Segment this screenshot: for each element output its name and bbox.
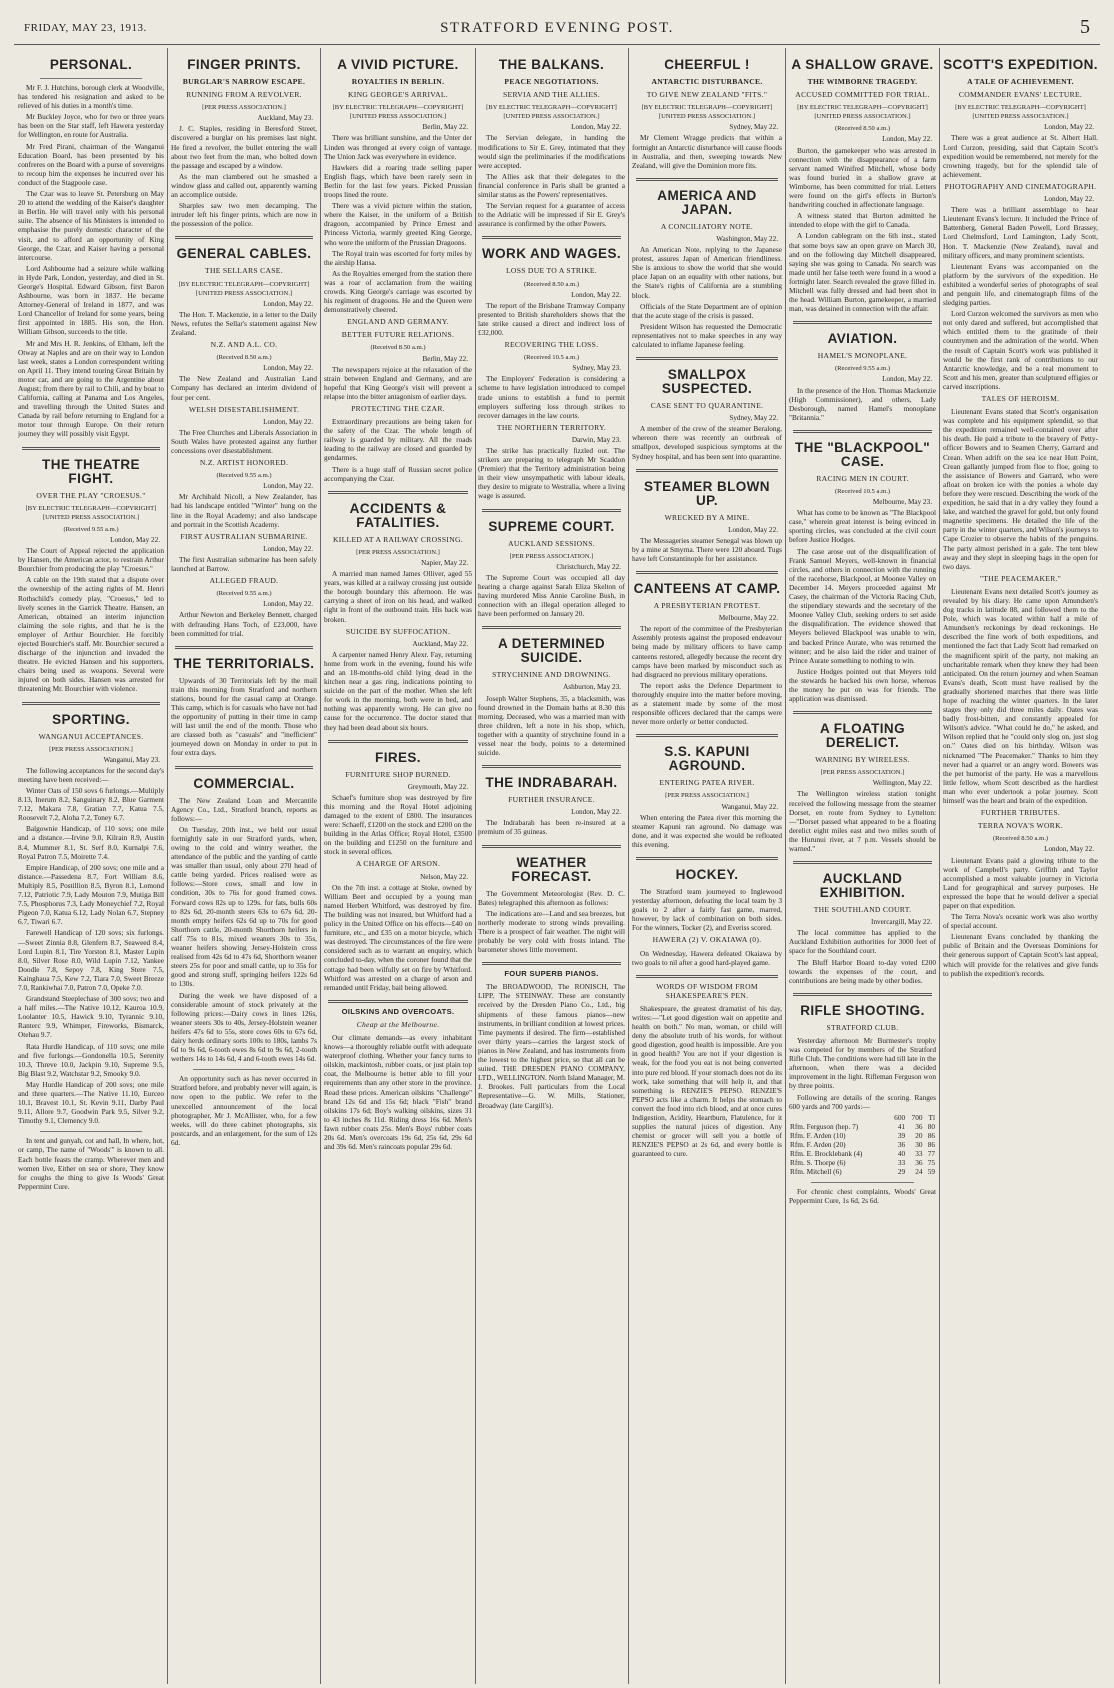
article-paragraph: The local committee has applied to the Auckland Exhibition authorities for 3000 feet of space for the Southland court.	[789, 928, 936, 956]
subheading: ANTARCTIC DISTURBANCE.	[651, 77, 763, 86]
column-5	[632, 50, 782, 1684]
article-paragraph: Empire Handicap, of 200 sovs; one mile and a distance.—Passedena 8.7, Fort William 8.6, Multiply 8.5, Postillion 8.5, Byron 8.1, Lomond 7.12, Patriotic 7.9, Lady Mouton 7.9, Mutiga Bill 7.5, Phosphorus 7.3, Lady Moneychief 7.2, Royal Pigeon 7.0, Katua 6.12, Lady Nolan 6.7, Stepney 6.7, Tiwari 6.7.	[18, 862, 164, 927]
received-time: (Received 9.55 a.m.)	[216, 590, 272, 598]
dateline: London, May 22.	[263, 600, 313, 609]
dateline: London, May 22.	[263, 544, 313, 553]
advert-subheading: Cheap at the Melbourne.	[356, 1019, 440, 1029]
subheading: WELSH DISESTABLISHMENT.	[188, 404, 300, 414]
article-paragraph: There was a brilliant assemblage to hear Lieutenant Evans's lecture. It included the Prince of Battenberg, General Baden Powell, Lord Brassey, Lord Chelmsford, Lord Lamington, Lady Scott, Hon. T. Mackenzie (New Zealand), naval and military officers, and many prominent scientists.	[943, 205, 1098, 260]
received-time: (Received 9.55 a.m.)	[834, 365, 891, 373]
wire-credit: [PER PRESS ASSOCIATION.]	[665, 792, 749, 800]
article-paragraph: On Tuesday, 20th inst., we held our usual fortnightly sale in our Stratford yards, when, owing to the cold and wintry weather, the attendance of the public and the yarding of cattle was smaller than usual, only about 270 head of cattle being yarded. Prices realised were as follows:—Store cows, small and low in condition, 30s to 76s for good framed cows. Forward cows 82s up to 129s. for fats, bulls 60s to 82s 6d, 20-month steers 63s to 67s 6d, 20-month empty heifers 62s 6d up to 70s for good Shorthorn cattle, 20-month Shorthorn heifers in calf 75s to 81s, mixed weaners 30s to 35s, weaner heifers showing Jersey-Holstein cross realised from 42s 6d to 47s 6d, Shorthorn weaner steers 25s for poor and small cattle, up to 35s for good and strong stuff, springing heifers 122s 6d to 130s.	[171, 824, 317, 989]
article-paragraph: Rata Hurdle Handicap, of 110 sovs; one mile and five furlongs.—Gondonella 10.5, Serenity 10.3, Threve 10.0, Jackpin 9.10, Supreme 9.5, Big Blast 9.2, Watchstar 9.2, Smooky 9.0.	[18, 1041, 164, 1078]
headline-blackpool-case: THE "BLACKPOOL" CASE.	[794, 439, 931, 469]
dateline: London, May 22.	[1044, 845, 1094, 854]
article-paragraph: The report of the Brisbane Tramway Company presented to British shareholders shows that the late strike caused a direct and indirect loss of £32,000.	[478, 300, 625, 337]
headline-determined-suicide: A DETERMINED SUICIDE.	[497, 636, 606, 666]
advert-paragraph: Shakespeare, the greatest dramatist of his day, writes:—"Let good digestion wait on appetite and health on both." No man, woman, or child will deny the absolute truth of his words, for without good digestion, good health is impossible. Are you in good health? You are not if your digestion is weak, for the food you eat is not being converted into pure red blood. If your stomach does not do its work, take something that will help it, and that something is RENZIE'S PEPSO. RENZIE'S PEPSO acts like a charm. It helps the stomach to convert the food into rich blood, and at once cures Indigestion, Acidity, Heartburn, Flatulence, for it supplies the natural juices of digestion. Any chemist or grocer will sell you a bottle of RENZIE'S PEPSO at 2s 6d, and every bottle is guaranteed to cure.	[632, 1003, 782, 1159]
divider	[40, 78, 142, 79]
dateline: London, May 22.	[263, 482, 313, 491]
article-paragraph: The Government Meteorologist (Rev. D. C. Bates) telegraphed this afternoon as follows:	[478, 888, 625, 907]
headline-shallow-grave: A SHALLOW GRAVE.	[791, 57, 934, 72]
subheading: WANGANUI ACCEPTANCES.	[38, 731, 144, 741]
article-paragraph: Following are details of the scoring. Ranges 600 yards and 700 yards:—	[789, 1092, 936, 1111]
divider	[793, 993, 932, 996]
article-paragraph: An American Note, replying to the Japanese protest, assures Japan of American friendliness. She is anxious to show the world that she would place Japan on an equality with other nations, but the State's rights of California are a stumbling block.	[632, 245, 782, 300]
divider	[811, 1182, 914, 1183]
column-rule	[167, 48, 168, 1684]
article-paragraph: The Employers' Federation is considering a scheme to have legislation introduced to compel trade unions to establish a fund to permit employers suffering loss through strikes to recover damages in the law courts.	[478, 374, 625, 420]
headline-finger-prints: FINGER PRINTS.	[187, 57, 301, 72]
dateline: London, May 22.	[571, 123, 621, 132]
received-time: (Received 10.5 a.m.)	[834, 488, 891, 495]
headline-vivid-picture: A VIVID PICTURE.	[337, 57, 459, 72]
dateline: London, May 22.	[263, 417, 313, 426]
article-paragraph: Mr F. J. Hutchins, borough clerk at Woodville, has tendered his resignation and asked to be relieved of his duties in a month's time.	[18, 83, 164, 111]
subheading: FIRST AUSTRALIAN SUBMARINE.	[180, 531, 308, 541]
divider	[636, 857, 778, 860]
divider	[175, 646, 313, 649]
headline-hockey: HOCKEY.	[675, 866, 739, 882]
article-paragraph: The Terra Nova's oceanic work was also worthy of special account.	[943, 912, 1098, 931]
score-table	[789, 1113, 936, 1176]
headline-personal: PERSONAL.	[49, 57, 133, 72]
subheading: PHOTOGRAPHY AND CINEMATOGRAPH.	[944, 181, 1097, 191]
subheading: HAWERA (2) V. OKAIAWA (0).	[652, 935, 762, 945]
subheading: ENGLAND AND GERMANY.	[347, 317, 449, 327]
divider	[482, 626, 621, 629]
subheading: A CHARGE OF ARSON.	[355, 859, 441, 869]
article-paragraph: The indications are—Land and sea breezes, but northerly moderate to strong winds prevailing. There is a prospect of fair weather. The night will probably be very cold with frosts inland. The barometer shows little movement.	[478, 908, 625, 955]
subheading: FURTHER TRIBUTES.	[980, 808, 1061, 818]
article-paragraph: The first Australian submarine has been safely launched at Barrow.	[171, 554, 317, 574]
subheading: STRYCHNINE AND DROWNING.	[492, 670, 611, 680]
article-paragraph: The Czar was to leave St. Petersburg on May 20 to attend the wedding of the Kaiser's daughter in Berlin. He will travel only with his personal suite. The absence of his Ministers is intended to emphasise the purely domestic character of the visit, and to afford an opportunity of King George, the Czar, and Kaiser having a personal intercourse.	[18, 189, 164, 262]
article-paragraph: Upwards of 30 Territorials left by the mail train this morning from Stratford and northern stations, bound for the casual camp at Orange. This camp, which is for casuals who have not had the opportunity of putting in their time in camp will last until the end of the month. Those who are classed both as "casuals" and "inefficient" journeyed down on Monday in order to put in four extra days.	[171, 675, 317, 758]
advert-paragraph: For chronic chest complaints, Woods' Great Peppermint Cure, 1s 6d, 2s 6d.	[789, 1186, 936, 1205]
subheading: WRECKED BY A MINE.	[664, 512, 750, 522]
article-paragraph: The Messageries steamer Senegal was blown up by a mine at Smyrna. There were 120 aboard. Tugs have left Constantinople for her assistance.	[632, 535, 782, 563]
article-paragraph: Lieutenant Evans next detailed Scott's journey as revealed by his diary. He came upon Amundsen's dog tracks in latitude 88, and followed them to the Pole, which was located within half a mile of Amundsen's reckonings by dead reckonings. He described the fine work of both expeditions, and mentioned the fact that Lady Scott had remarked on the magnificent spirit of the party, not making an uncharitable remark when they knew they had been anticipated. On the return journey and when Seaman Evans's death, Scott must have realised by the gradually shortened marches that there was little hope of reaching the winter quarters. In the later stages they only did three miles daily. Oates was badly frost-bitten, and constantly appealed for Wilson's advice. "What could he do," he asked, and Wilson replied that he "could only slog on, just slog on." Oates died on his birthday. Wilson was nicknamed "The Peacemaker." Thanks to him they never had a quarrel or an angry word. Bowers was the pet humorist of the party. He was a marvellous little fellow, whom Scott described as the hardiest man who ever undertook a polar journey. Scott himself was the heart and brain of the expedition.	[943, 586, 1098, 806]
article-paragraph: Balgownie Handicap, of 110 sovs; one mile and a distance.—Irvine 9.0, Kilrain 8.9, Austin 8.4, Mummer 8.1, St. Serf 8.0, Kurnalpi 7.6, Royal Patron 7.5, Moirette 7.4.	[18, 824, 164, 861]
article-paragraph: The Allies ask that their delegates to the financial conference in Paris shall be granted a similar status as the Powers' representatives.	[478, 171, 625, 200]
wire-credit: [BY ELECTRIC TELEGRAPH—COPYRIGHT] [UNITED PRESS ASSOCIATION.]	[332, 104, 464, 121]
dateline: Sydney, May 22.	[729, 123, 778, 132]
article-paragraph: A London cablegram on the 6th inst., stated that some boys saw an open grave on March 30, and on the following day Mitchell disappeared, saying she was going to Canada. No search was made until her false teeth were found in a wood a fortnight later. Search revealed the grave filled in. Mitchell was fully dressed and had been shot in the head. William Burton, gamekeeper, a married man, was detained in connection with the affair.	[789, 231, 936, 314]
article-paragraph: Lieutenant Evans concluded by thanking the public of Britain and the Overseas Dominions for their generous support of Captain Scott's last appeal, which will provide for the relatives and give funds to publish the expedition's records.	[943, 932, 1098, 978]
score-row: Rfm. E. Brocklebank (4) 40 33 77	[790, 1148, 935, 1158]
received-time: (Received 9.55 a.m.)	[216, 472, 272, 480]
dateline: Wanganui, May 23.	[103, 755, 160, 764]
subheading: FURNITURE SHOP BURNED.	[345, 769, 451, 779]
dateline: Washington, May 22.	[716, 234, 778, 243]
subheading: N.Z. AND A.L. CO.	[210, 340, 278, 350]
subheading: THE NORTHERN TERRITORY.	[496, 422, 607, 432]
issue-date: FRIDAY, MAY 23, 1913.	[24, 22, 147, 34]
headline-auckland-exhibition: AUCKLAND EXHIBITION.	[819, 871, 906, 901]
article-paragraph: During the week we have disposed of a considerable amount of stock privately at the following prices:—Dairy cows in lines 126s, weaner steers 30s to 40s, Jersey-Holstein weaner heifers 47s 6d to 55s, store cows 60s to 67s 6d, dairy herds ordinary sorts 100s to 180s, lambs 7s 6d to 9s 6d, 6-tooth ewes 8s 6d to 9s 6d, 2-tooth wethers 14s to 14s 6d, 4 and 6-tooth ewes 14s 6d.	[171, 990, 317, 1064]
article-paragraph: J. C. Staples, residing in Beresford Street, discovered a burglar on his premises last night. He fired a revolver, the bullet entering the wall about two feet from the man, who bolted down the passage and escaped by a window.	[171, 124, 317, 170]
dateline: Auckland, May 22.	[412, 639, 468, 648]
wire-credit: [BY ELECTRIC TELEGRAPH—COPYRIGHT] [UNITED PRESS ASSOCIATION.]	[797, 104, 928, 121]
dateline: London, May 22.	[882, 375, 932, 384]
subheading: WARNING BY WIRELESS.	[815, 755, 910, 765]
headline-commercial: COMMERCIAL.	[193, 775, 295, 791]
subheading: AUCKLAND SESSIONS.	[508, 538, 595, 548]
article-paragraph: Mr Fred Pirani, chairman of the Wanganui Education Board, has been presented by his confreres on the Board with a purse of sovereigns to recoup him the expenses he incurred over his conduct of the Stagpoole case.	[18, 141, 164, 187]
score-row: Rfm. F. Arden (10) 39 20 86	[790, 1130, 935, 1140]
advert-paragraph: An opportunity such as has never occurred in Stratford before, and probably never will again, is now open to the public. We refer to the unexcelled announcement of the local photographer, Mr J. McAllister, who, for a few weeks, will do three cabinet photographs, six postcards, and an enlargement, for the sum of 12s 6d.	[171, 1074, 317, 1147]
divider	[22, 702, 160, 705]
subheading: SERVIA AND THE ALLIES.	[503, 90, 600, 100]
article-paragraph: Lieutenant Evans paid a glowing tribute to the work of Campbell's party. Griffith and Taylor accomplished a most valuable journey in Victoria Land for geographical and survey purposes. He expressed the hope that he would deliver a special paper on that expedition.	[943, 855, 1098, 910]
divider	[482, 962, 621, 965]
score-row: Rfm. S. Thorpe (6) 33 36 75	[790, 1157, 935, 1167]
headline-supreme-court: SUPREME COURT.	[488, 518, 615, 534]
headline-america-japan: AMERICA AND JAPAN.	[657, 187, 757, 217]
divider	[482, 765, 621, 768]
headline-general-cables: GENERAL CABLES.	[176, 246, 312, 262]
advert-heading: FOUR SUPERB PIANOS.	[504, 969, 599, 979]
divider	[793, 430, 932, 433]
received-time: (Received 8.50 a.m.)	[523, 280, 580, 288]
dateline: Invercargill, May 22.	[871, 918, 932, 927]
divider	[482, 845, 621, 848]
dateline: Melbourne, May 23.	[872, 498, 932, 507]
subheading: KING GEORGE'S ARRIVAL.	[347, 90, 448, 100]
article-paragraph: The report of the committee of the Presbyterian Assembly protests against the proposed endeavour being made by military officers to have camp canteens restored, allegedly because the recent dry camps have been marked by misconduct such as had disgraced no previous military operations.	[632, 624, 782, 679]
dateline: Greymouth, May 22.	[407, 782, 468, 791]
headline-steamer-blown-up: STEAMER BLOWN UP.	[644, 478, 770, 508]
article-paragraph: The Royal train was escorted for forty miles by the airship Hansa.	[324, 248, 472, 267]
dateline: Wellington, May 22.	[872, 779, 932, 788]
article-paragraph: The report asks the Defence Department to thoroughly enquire into the matter before moving, as a statement made by some of the most responsible officers declared that the camps were never more orderly or better conducted.	[632, 680, 782, 727]
page-number: 5	[1080, 16, 1090, 38]
headline-rifle-shooting: RIFLE SHOOTING.	[800, 1002, 925, 1018]
divider	[636, 469, 778, 472]
subheading: FURTHER INSURANCE.	[508, 795, 595, 805]
divider	[482, 509, 621, 512]
column-4	[478, 50, 625, 1684]
divider	[175, 236, 313, 239]
dateline: London, May 22.	[728, 525, 778, 534]
article-paragraph: When entering the Patea river this morning the steamer Kapuni ran aground. No damage was done, and it was expected she would be refloated this evening.	[632, 812, 782, 849]
subheading: HAMEL'S MONOPLANE.	[817, 351, 908, 361]
dateline: London, May 22.	[571, 808, 621, 817]
article-paragraph: There was a great audience at St. Albert Hall. Lord Curzon, presiding, said that Captain Scott's expedition would be remembered, not merely for the crowning tragedy, but for the splendid tale of achievement.	[943, 133, 1098, 179]
article-paragraph: Hawkers did a roaring trade selling paper English flags, which have been rarely seen in Berlin for the last few years. Picked Prussian troops lined the route.	[324, 162, 472, 200]
subheading: A TALE OF ACHIEVEMENT.	[967, 77, 1074, 86]
column-1	[18, 50, 164, 1684]
dateline: Nelson, May 22.	[420, 872, 468, 881]
subheading: N.Z. ARTIST HONORED.	[199, 458, 289, 468]
dateline: London, May 22.	[1044, 123, 1094, 132]
article-paragraph: The New Zealand and Australian Land Company has declared an interim dividend of four per cent.	[171, 374, 317, 402]
article-paragraph: The Servian delegate, in handing the modifications to Sir E. Grey, intimated that they would sign the preliminaries if the modifications were accepted.	[478, 133, 625, 170]
advert-paragraph: Our climate demands—as every inhabitant knows—a thoroughly reliable outfit with adequate waterproof clothing. Whether your fancy turns to oilskin, mackintosh, rubber coats, or just plain top coat, the Melbourne is better able to fill your requirements than any other store in the province. Read these prices. American oilskins "Challenge" brand 12s 6d and 15s 6d; black "Fish" brand oilskins 17s 6d; Boy's walking oilskins, sizes 31 to 43 inches 8s 11d. Riding dress 16s 6d. Men's fawn rubber coats 25s. Men's Boys' rubber coats 20s 6d. Men's overcoats 19s 6d, 25s 6d, 29s 6d and 39s 6d. Men's raincoats popular 29s 6d.	[324, 1032, 472, 1152]
score-row: Rfm. Ferguson (hep. 7) 41 36 80	[790, 1121, 935, 1131]
subheading: THE SELLARS CASE.	[205, 266, 283, 276]
article-paragraph: The Servian request for a guarantee of access to the Adriatic will be impressed if Sir E. Grey's assurance is confirmed by the other Powers.	[478, 201, 625, 229]
subheading: BETTER FUTURE RELATIONS.	[341, 330, 455, 340]
article-paragraph: There was brilliant sunshine, and the Unter der Linden was thronged at every coign of vantage. The Union Jack was everywhere in evidence.	[324, 133, 472, 161]
score-row: Rfm. F. Arden (20) 36 30 86	[790, 1139, 935, 1149]
headline-floating-derelict: A FLOATING DERELICT.	[820, 721, 905, 751]
headline-canteens: CANTEENS AT CAMP.	[633, 581, 781, 597]
dateline: Sydney, May 22.	[729, 414, 778, 423]
subheading: RUNNING FROM A REVOLVER.	[186, 90, 302, 100]
article-paragraph: What has come to be known as "The Blackpool case," wherein great interest is being evinced in sporting circles, was concluded at the civil court before Justice Hodges.	[789, 508, 936, 545]
wire-credit: [BY ELECTRIC TELEGRAPH—COPYRIGHT] [UNITED PRESS ASSOCIATION.]	[178, 280, 310, 297]
article-paragraph: Yesterday afternoon Mr Burmester's trophy was competed for by members of the Stratford Rifle Club. The conditions were had till late in the afternoon, when there was a decided improvement in the light. Rifleman Ferguson won by three points.	[789, 1035, 936, 1091]
advert-heading: WORDS OF WISDOM FROM SHAKESPEARE'S PEN.	[656, 981, 758, 1000]
dateline: Christchurch, May 22.	[556, 562, 621, 571]
headline-sporting: SPORTING.	[52, 711, 130, 727]
column-3	[324, 50, 472, 1684]
article-paragraph: May Hurdle Handicap of 200 sovs; one mile and three quarters.—The Native 11.10, Eurceo 10.1, Bravest 10.1, St. Kevin 9.11, Darby Paul 9.11, Allore 9.7, Goodwin Park 9.5, Silver 9.2, Timothy 9.1, Clemency 9.0.	[18, 1079, 164, 1126]
dateline: London, May 22.	[110, 535, 160, 544]
advert-paragraph: The BROADWOOD, The RONISCH, The LIPP, The STEINWAY. These are constantly received by the Dresden Piano Co., Ltd., big shipments of these famous pianos—new instruments, in brilliant condition at lowest prices. Time payments if desired. The firm—established over thirty years—carries the largest stock of pianos in New Zealand, and has instruments from the lowest to the highest price, so that all can be suited. THE DRESDEN PIANO COMPANY, LTD., WELLINGTON. North Island Manager, M. J. Brookes. Full particulars from the Local Representative—G. W. Mills, Stationer, Broadway (late Cargill's).	[478, 982, 625, 1110]
headline-smallpox: SMALLPOX SUSPECTED.	[661, 367, 753, 397]
dateline: Sydney, May 23.	[572, 364, 621, 373]
dateline: Wanganui, May 22.	[721, 802, 778, 811]
article-paragraph: Farewell Handicap of 120 sovs; six furlongs.—Sweet Zinnia 8.8, Glenfern 8.7, Seaweed 8.4, Lord Lupin 8.1, Tire Yorston 8.1, Master Lupin 8.0, Silver Rose 8.0, Wild Lupin 7.12, Yankee Doodle 7.8, Sepoy 7.8, King Stere 7.5, Kainghaua 7.5, Kew 7.2, Tiara 7.0, Sweet Breeze 7.0, Rankiwhai 7.0, Patron 7.0, Opeke 7.0.	[18, 928, 164, 992]
article-paragraph: Lord Curzon welcomed the survivors as men who not only dared and suffered, but accomplished that which entitled them to the gratitude of their countrymen and the admiration of the world. When the result of Captain Scott's work was published it would be the first rank of contributions to our Antarctic knowledge, and be a real monument to Scott and his men, greater than sculptured effigies or carved inscriptions.	[943, 309, 1098, 391]
headline-weather-forecast: WEATHER FORECAST.	[511, 854, 592, 884]
advert-heading: OILSKINS AND OVERCOATS.	[341, 1006, 455, 1016]
dateline: London, May 22.	[571, 290, 621, 299]
received-time: (Received 10.5 a.m.)	[523, 354, 580, 362]
dateline: Melbourne, May 22.	[718, 614, 778, 623]
dateline: Berlin, May 22.	[422, 354, 468, 363]
divider	[40, 1131, 142, 1132]
article-paragraph: Sharples saw two men decamping. The intruder left his finger prints, which are now in the possession of the police.	[171, 201, 317, 229]
column-rule	[939, 48, 940, 1684]
article-paragraph: The case arose out of the disqualification of Frank Samuel Meyers, well-known in financial circles, and others in connection with the running of the racehorse, Blackpool, at Moonee Valley on December 14. Meyers proceeded against Mr Casey, the chairman of the Victoria Racing Club, the stipendiary stewards and the secretary of the Moonee Valley Club, seeking orders to set aside the disqualification. The evidence showed that Meyers believed Blackpool was unable to win, and backed Prince Aurate, who was returned the winner; and he also laid the rider and trainer of Prince Aurate something to nothing to win.	[789, 546, 936, 665]
dateline: Napier, May 22.	[421, 558, 468, 567]
wire-credit: [BY ELECTRIC TELEGRAPH—COPYRIGHT] [UNITED PRESS ASSOCIATION.]	[955, 104, 1086, 121]
subheading: LOSS DUE TO A STRIKE.	[505, 266, 598, 276]
article-paragraph: President Wilson has requested the Democratic representatives not to make speeches in any way calculated to inflame Japanese feeling.	[632, 321, 782, 349]
article-paragraph: Arthur Newton and Berkeley Bennett, charged with defrauding Hans Toch, of £23,000, have been committed for trial.	[171, 610, 317, 638]
article-paragraph: The following acceptances for the second day's meeting have been received:—	[18, 765, 164, 784]
article-paragraph: The Hon. T. Mackenzie, in a letter to the Daily News, refutes the Sellar's statement against New Zealand.	[171, 309, 317, 337]
article-paragraph: A witness stated that Burton admitted he intended to elope with the girl to Canada.	[789, 211, 936, 230]
subheading: TALES OF HEROISM.	[981, 394, 1060, 403]
headline-work-wages: WORK AND WAGES.	[482, 246, 621, 262]
article-paragraph: As the Royalties emerged from the station there was a roar of acclamation from the waiting crowds. King George's carriage was escorted by his regiment of dragoons. He and the Queen were demonstratively cheered.	[324, 268, 472, 315]
headline-balkans: THE BALKANS.	[498, 57, 605, 72]
article-paragraph: Mr Clement Wragge predicts that within a fortnight an Antarctic disturbance will cause floods in Australia, and then, sweeping towards New Zealand, will give the Dominion more fits.	[632, 133, 782, 170]
headline-indrabarah: THE INDRABARAH.	[485, 775, 618, 791]
divider	[22, 447, 160, 450]
subheading: STRATFORD CLUB.	[826, 1022, 899, 1032]
received-time: (Received 9.55 a.m.)	[63, 525, 119, 533]
article-paragraph: On Wednesday, Hawera defeated Okaiawa by two goals to nil after a good hard-played game.	[632, 948, 782, 967]
wire-credit: [PER PRESS ASSOCIATION.]	[202, 104, 286, 112]
score-row: Rfm. Mitchell (6) 29 24 59	[790, 1166, 935, 1176]
divider	[328, 1000, 468, 1003]
subheading: PEACE NEGOTIATIONS.	[504, 77, 599, 86]
advert-verse: In tent and gunyah, cot and hall, In where, hot, or camp, The name of "Woods'" is known to all. Each bottle feasts the cramp. Wherever men and women live, Either on sea or shore, They know for coughs the thing to give Is Woods' Great Peppermint Cure.	[18, 1136, 164, 1191]
dateline: London, May 22.	[882, 135, 932, 144]
subheading: THE WIMBORNE TRAGEDY.	[807, 77, 918, 86]
dateline: Ashburton, May 23.	[563, 683, 621, 692]
subheading: KILLED AT A RAILWAY CROSSING.	[333, 534, 463, 544]
divider	[482, 236, 621, 239]
subheading: PROTECTING THE CZAR.	[351, 404, 445, 413]
divider	[636, 357, 778, 360]
article-paragraph: Officials of the State Department are of opinion that the acute stage of the crisis is passed.	[632, 301, 782, 320]
column-rule	[628, 48, 629, 1684]
headline-kapuni: S.S. KAPUNI AGROUND.	[664, 744, 750, 774]
subheading: COMMANDER EVANS' LECTURE.	[958, 90, 1083, 100]
received-time: (Received 8.50 a.m.)	[992, 835, 1049, 843]
column-2	[171, 50, 317, 1684]
column-7	[943, 50, 1098, 1684]
headline-theatre-fight: THE THEATRE FIGHT.	[42, 456, 140, 486]
masthead	[14, 14, 1100, 45]
subheading: ACCUSED COMMITTED FOR TRIAL.	[795, 90, 930, 100]
wire-credit: [BY ELECTRIC TELEGRAPH—COPYRIGHT] [UNITED PRESS ASSOCIATION.]	[25, 504, 157, 521]
wire-credit: [PER PRESS ASSOCIATION.]	[509, 552, 594, 560]
dateline: London, May 22.	[1044, 195, 1094, 204]
subheading: RECOVERING THE LOSS.	[504, 340, 599, 350]
wire-credit: [BY ELECTRIC TELEGRAPH—COPYRIGHT] [UNITED PRESS ASSOCIATION.]	[641, 104, 773, 121]
divider	[793, 861, 932, 864]
score-table-header: 600 700 Tl	[894, 1112, 935, 1122]
received-time: (Received 8.50 a.m.)	[834, 125, 891, 133]
article-paragraph: The New Zealand Loan and Mercantile Agency Co., Ltd., Stratford branch, reports as follows:—	[171, 795, 317, 823]
subheading: ENTERING PATEA RIVER.	[659, 778, 755, 788]
subheading: OVER THE PLAY "CROESUS."	[36, 490, 146, 500]
article-paragraph: Schaef's furniture shop was destroyed by fire this morning and the Royal Hotel adjoining damaged to the extent of £800. The insurances were: Schaeff, £1200 on the stock and £200 on the building in the Atlas Office; Royal Hotel, £3500 on the building and £1250 on the furniture and stock in several offices.	[324, 792, 472, 857]
article-paragraph: Lieutenant Evans was accompanied on the platform by the survivors of the expedition. He exhibited a wonderful series of photographs of seal and penguin life, and cinematograph films of the sledging parties.	[943, 261, 1098, 308]
article-paragraph: The Wellington wireless station tonight received the following message from the steamer Dorset, en route from Sydney to Lyttelton:—"Dorset passed what appeared to be a floating derelict eight miles east and two miles south of the Hurunui river, at 7 p.m. Vessels should be warned."	[789, 789, 936, 853]
dateline: Auckland, May 23.	[257, 114, 313, 123]
article-paragraph: The newspapers rejoice at the relaxation of the strain between England and Germany, and are hopeful that King George's visit will prevent a relapse into the bitter antagonism of earlier days.	[324, 364, 472, 401]
headline-fires: FIRES.	[375, 749, 421, 765]
article-paragraph: Justice Hodges pointed out that Meyers told the stewards he backed his own horse, whereas the money he put on was for friends. The application was dismissed.	[789, 666, 936, 704]
article-paragraph: Burton, the gamekeeper who was arrested in connection with the disappearance of a farm servant named Winifred Mitchell, whose body was found buried in a shallow grave at Wimborne, has been committed for trial. Letters were found on the girl's effects in Burton's handwriting couched in affectionate language.	[789, 145, 936, 210]
article-paragraph: The Free Churches and Liberals Association in South Wales have protested against any further concessions over disestablishment.	[171, 427, 317, 455]
subheading: "THE PEACEMAKER."	[979, 573, 1062, 583]
subheading: THE SOUTHLAND COURT.	[813, 905, 912, 915]
article-paragraph: A cable on the 19th stated that a dispute over the ownership of the acting rights of M. Henri Rothschild's comedy play, "Croesus," led to lively scenes in the Garrick Theatre. Hansen, an American, obtained an interim injunction claiming the sole rights, and that he is the employer of Arthur Bourchier. He forcibly ejected Bourchier's staff. Mr. Bourchier secured a discharge of the injunction and invaded the theatre. He evicted Hansen and his supporters, chairs being used as weapons. Several were injured on both sides. Hansen was arrested for threatening Mr. Bourchier with violence.	[18, 575, 164, 694]
article-paragraph: The Court of Appeal rejected the application by Hansen, the American actor, to restrain Arthur Bourchier from producing the play "Croesus."	[18, 546, 164, 574]
divider	[636, 571, 778, 574]
headline-aviation: AVIATION.	[827, 331, 898, 347]
column-rule	[785, 48, 786, 1684]
wire-credit: [PER PRESS ASSOCIATION.]	[49, 745, 133, 753]
article-paragraph: On the 7th inst. a cottage at Stoke, owned by William Beet and occupied by a young man named Herbert Whitford, was destroyed by fire. The building was not insured, but Whitford had a policy in the United Office on his effects—£40 on furniture, etc., and £35 on a motor bicycle, which was destroyed. The circumstances of the fire were considered such as to warrant an enquiry, which concluded to-day, when the coroner found that the cottage had been wilfully set on fire by Whitford. Whitford was arrested on a charge of arson and remanded until Friday, bail being allowed.	[324, 882, 472, 992]
article-paragraph: Lord Ashbourne had a seizure while walking in Hyde Park, London, yesterday, and died in St. George's Hospital. Edward Gibson, first Baron Ashbourne, was born in 1837. He became Attorney-General of Ireland in 1877, and was Lord Chancellor of Ireland for some years, being first appointed in 1885. His son, the Hon. William Gibson, succeeds to the title.	[18, 263, 164, 337]
article-paragraph: Winter Oats of 150 sovs 6 furlongs.—Multiply 8.13, Inerum 8.2, Sanguinary 8.2, Blue Garment 7.12, Makara 7.8, Gratian 7.7, Katua 7.5, Roosevelt 7.2, Aloha 7.2, Toney 6.7.	[18, 786, 164, 823]
wire-credit: [PER PRESS ASSOCIATION.]	[820, 769, 905, 777]
headline-scotts-expedition: SCOTT'S EXPEDITION.	[943, 57, 1098, 72]
article-paragraph: Grandstand Steeplechase of 300 sovs; two and a half miles.—The Native 10.12, Kauroa 10.9, Loolanter 10.5, Hawick 9.10, Tyrannic 9.10, Ranterc 9.9, Whimper, Fireworks, Bismarck, Otehau 9.7.	[18, 994, 164, 1040]
divider	[193, 1069, 295, 1070]
divider	[175, 766, 313, 769]
article-paragraph: The Bluff Harbor Board to-day voted £200 towards the expenses of the court, and contributions are being made by other bodies.	[789, 957, 936, 985]
article-paragraph: There was a vivid picture within the station, where the Kaiser, in the uniform of a British dragoon, accompanied by Prince Ernest and Princess Victoria, warmly greeted King George, who wore the uniform of the Prussian Dragoons.	[324, 201, 472, 247]
dateline: Darwin, May 23.	[571, 435, 621, 444]
wire-credit: [BY ELECTRIC TELEGRAPH—COPYRIGHT] [UNITED PRESS ASSOCIATION.]	[486, 104, 617, 121]
article-paragraph: The Supreme Court was occupied all day hearing a charge against Sarah Eliza Skelton of having murdered Miss Annie Caroline Bush, in connection with an illegal operation alleged to have been performed on January 20.	[478, 572, 625, 619]
article-paragraph: The Indrabarah has been re-insured at a premium of 35 guineas.	[478, 818, 625, 837]
article-paragraph: Lieutenant Evans stated that Scott's organisation was complete and his equipment splendid, so that the expedition remained well-contained over after his death. He paid a tribute to the bravery of Petty-officer Bowers and to Seamen Cherry, Garrard and Crean. When adrift on the sea ice near Hutt Point, Crean gallantly jumped from floe to floe, going to the assistance of Bowers and Garrard, who were afloat on broken ice with the ponies a whole day before they were rescued. Describing the work of the expedition, he said that in a dry valley they found a lake, and watched the gravel for gold, but only found magnetite specimens. He detailed the life of the party in the winter quarters, and Wilson's journeys to Cape Crozier to observe the habits of the penguins. The party almost perished in a gale. The tent blew away and they slept in sleeping bags in the open for two days.	[943, 407, 1098, 571]
article-paragraph: A married man named James Olliver, aged 55 years, was killed at a railway crossing just outside the borough boundary this afternoon. He was carrying a sheet of iron on his head, and walked right in front of the outbound train. His back was broken.	[324, 569, 472, 624]
dateline: London, May 22.	[263, 364, 313, 373]
article-paragraph: Extraordinary precautions are being taken for the safety of the Czar. The whole length of railway is guarded by military. All the roads leading to the railway are closed and guarded by gendarmes.	[324, 417, 472, 463]
headline-accidents: ACCIDENTS & FATALITIES.	[349, 500, 447, 530]
divider	[793, 711, 932, 714]
column-6	[789, 50, 936, 1684]
subheading: CASE SENT TO QUARANTINE.	[650, 401, 764, 411]
divider	[636, 975, 778, 978]
paper-title: STRATFORD EVENING POST.	[440, 20, 674, 36]
subheading: A PRESBYTERIAN PROTEST.	[653, 601, 761, 611]
subheading: TERRA NOVA'S WORK.	[977, 821, 1064, 831]
article-paragraph: As the man clambered out he smashed a window glass and called out, apparently warning an accomplice outside.	[171, 171, 317, 200]
article-paragraph: There is a huge staff of Russian secret police accompanying the Czar.	[324, 464, 472, 483]
article-paragraph: Joseph Walter Stephens, 35, a blacksmith, was found drowned in the Domain baths at 8.30 this morning. Deceased, who was a married man with three children, left a note in his shop, which, together with a quantity of strychnine found in a vessel near the body, points to a determined suicide.	[478, 693, 625, 758]
article-paragraph: The strike has practically fizzled out. The strikers are preparing to telegraph Mr Scaddon (Premier) that the Territory administration being in their view unsympathetic with labour ideals, they desire to migrate to Westralia, where a living wage is assured.	[478, 446, 625, 501]
received-time: (Received 8.50 a.m.)	[370, 344, 426, 352]
subheading: ALLEGED FRAUD.	[209, 576, 279, 586]
subheading: TO GIVE NEW ZEALAND "FITS."	[646, 90, 768, 100]
divider	[328, 740, 468, 743]
article-paragraph: In the presence of the Hon. Thomas Mackenzie (High Commissioner), and others, Lady Desborough, named Hamel's monoplane "Britannia."	[789, 385, 936, 422]
subheading: ROYALTIES IN BERLIN.	[351, 77, 445, 86]
divider	[793, 321, 932, 324]
divider	[636, 178, 778, 181]
article-paragraph: Mr and Mrs H. R. Jenkins, of Eltham, left the Otway at Naples and are on their way to London last week, states a London correspondent writing on April 11. They intend touring Great Britain by motor car, and are going to the Argentine about August; from there by rail to Chili, and by boat to California, calling at Panama and Los Angeles, and travelling through the United States and Canada by rail before returning to England for a motor tour through Europe. On their return journey they will possibly visit Egypt.	[18, 338, 164, 439]
subheading: A CONCILIATORY NOTE.	[660, 221, 754, 231]
column-rule	[320, 48, 321, 1684]
divider	[636, 734, 778, 737]
headline-territorials: THE TERRITORIALS.	[173, 655, 315, 671]
article-paragraph: A member of the crew of the steamer Beralong, whereon there was recently an outbreak of smallpox, developed suspicious symptoms at the Sydney hospital, and has been sent into quarantine.	[632, 424, 782, 461]
subheading: BURGLAR'S NARROW ESCAPE.	[182, 77, 306, 86]
subheading: SUICIDE BY SUFFOCATION.	[345, 626, 451, 636]
article-paragraph: The Stratford team journeyed to Inglewood yesterday afternoon, defeating the local team by 3 goals to 2 after a fairly fast game, marred, however, by lack of combination on both sides. For the winners, Tocker (2), and Everiss scored.	[632, 886, 782, 933]
article-paragraph: Mr Buckley Joyce, who for two or three years has been on the Star staff, left Hawera yesterday for Wellington, en route for Australia.	[18, 112, 164, 140]
received-time: (Received 8.50 a.m.)	[216, 354, 272, 362]
article-paragraph: A carpenter named Henry Alexr. Fay, returning home from work in the evening, found his wife and an 18-months-old child lying dead in the kitchen near a gas ring, indications pointing to suicide on the part of the mother. When she left for work in the morning, both were in bed, and nothing was apparently wrong. He can give no cause for the occurrence. The doctor stated that they had been dead about six hours.	[324, 649, 472, 732]
divider	[328, 491, 468, 494]
dateline: London, May 22.	[263, 299, 313, 308]
headline-cheerful: CHEERFUL !	[664, 57, 750, 72]
wire-credit: [PER PRESS ASSOCIATION.]	[356, 548, 440, 556]
subheading: RACING MEN IN COURT.	[816, 473, 909, 483]
dateline: Berlin, May 22.	[422, 123, 468, 132]
article-paragraph: Mr Archibald Nicoll, a New Zealander, has had his landscape entitled "Winter" hung on the line in the Royal Academy; and also landscape and portrait in the Scottish Academy.	[171, 492, 317, 529]
column-rule	[475, 48, 476, 1684]
